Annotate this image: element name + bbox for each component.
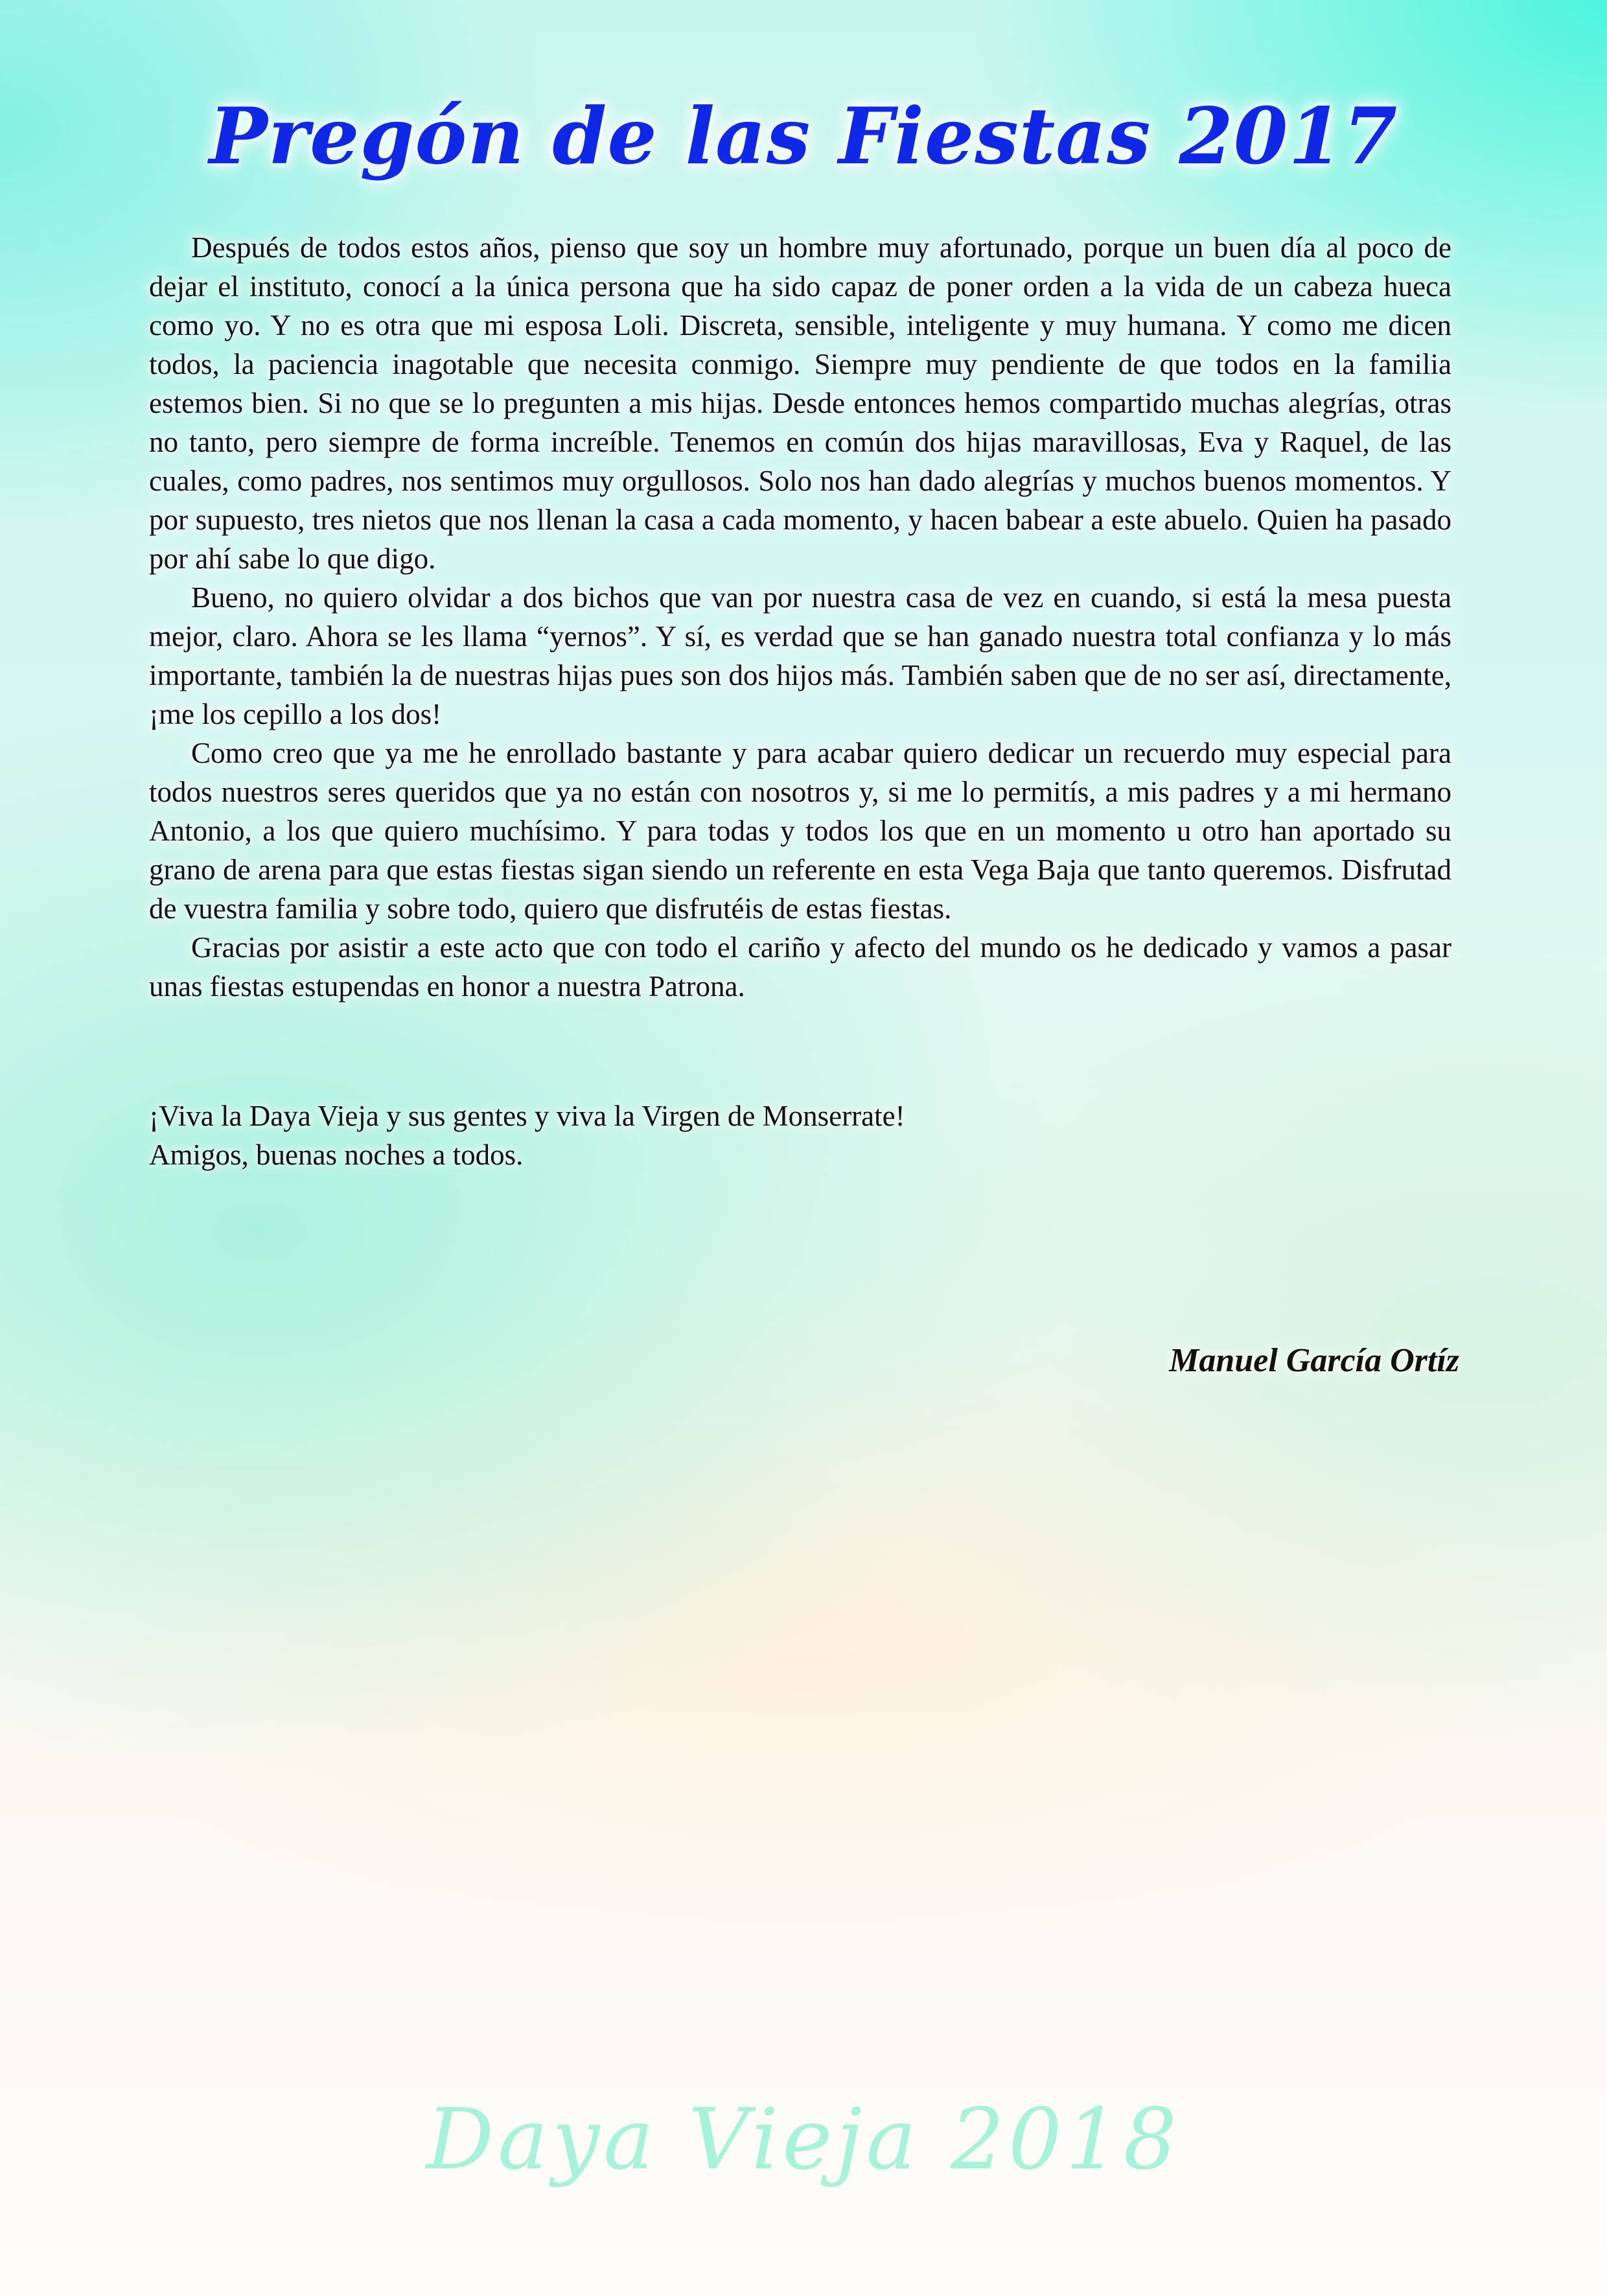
closing-lines: [149, 1096, 1451, 1174]
body-text: [149, 228, 1451, 1006]
page-title: Pregón de las Fiestas 2017: [209, 91, 1398, 182]
closing-line-viva: ¡Viva la Daya Vieja y sus gentes y viva la Virgen de Monserrate!: [149, 1100, 905, 1132]
paragraph-1: Después de todos estos años, pienso que soy un hombre muy afortunado, porque un buen día al poco de dejar el instituto, conocí a la única persona que ha sido capaz de poner orden a la vida de un cabeza hueca como yo. Y no es otra que mi esposa Loli. Discreta, sensible, inteligente y muy humana. Y como me dicen todos, la paciencia inagotable que necesita conmigo. Siempre muy pendiente de que todos en la familia estemos bien. Si no que se lo pregunten a mis hijas. Desde entonces hemos compartido muchas alegrías, otras no tanto, pero siempre de forma increíble. Tenemos en común dos hijas maravillosas, Eva y Raquel, de las cuales, como padres, nos sentimos muy orgullosos. Solo nos han dado alegrías y muchos buenos momentos. Y por supuesto, tres nietos que nos llenan la casa a cada momento, y hacen babear a este abuelo. Quien ha pasado por ahí sabe lo que digo.: [149, 231, 1451, 575]
footer-watermark: Daya Vieja 2018: [426, 2090, 1181, 2188]
closing-line-amigos: Amigos, buenas noches a todos.: [149, 1139, 524, 1171]
paragraph-2: Bueno, no quiero olvidar a dos bichos que van por nuestra casa de vez en cuando, si está la mesa puesta mejor, claro. Ahora se les llama “yernos”. Y sí, es verdad que se han ganado nuestra total confianza y lo más importante, también la de nuestras hijas pues son dos hijos más. También saben que de no ser así, directamente, ¡me los cepillo a los dos!: [149, 581, 1451, 730]
paragraph-4: Gracias por asistir a este acto que con todo el cariño y afecto del mundo os he dedicado y vamos a pasar unas fiestas estupendas en honor a nuestra Patrona.: [149, 931, 1451, 1003]
signature: Manuel García Ortíz: [1169, 1342, 1459, 1379]
paragraph-3: Como creo que ya me he enrollado bastante y para acabar quiero dedicar un recuerdo muy especial para todos nuestros seres queridos que ya no están con nosotros y, si me lo permitís, a mis padres y a mi hermano Antonio, a los que quiero muchísimo. Y para todas y todos los que en un momento u otro han aportado su grano de arena para que estas fiestas sigan siendo un referente en esta Vega Baja que tanto queremos. Disfrutad de vuestra familia y sobre todo, quiero que disfrutéis de estas fiestas.: [149, 737, 1451, 925]
